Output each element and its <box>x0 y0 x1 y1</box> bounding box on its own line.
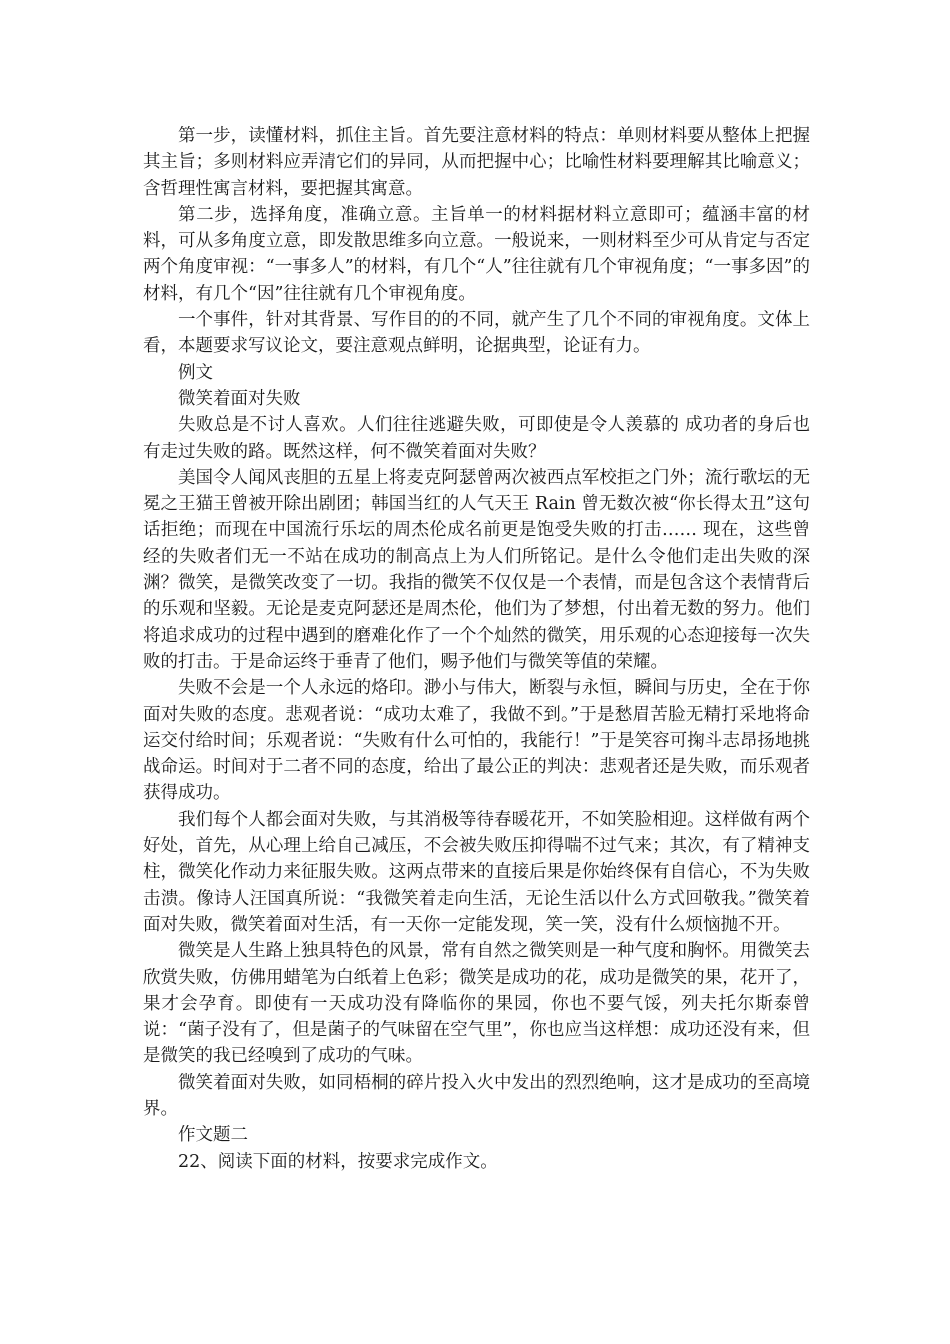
essay-paragraph-3: 失败不会是一个人永远的烙印。渺小与伟大，断裂与永恒，瞬间与历史，全在于你面对失败的态度。悲观者说：“成功太难了，我做不到。”于是愁眉苦脸无精打采地将命运交付给时间；乐观者说：“失败有什么可怕的，我能行！”于是笑容可掬斗志昂扬地挑战命运。时间对于二者不同的态度，给出了最公正的判决：悲观者还是失败，而乐观者获得成功。 <box>143 678 810 804</box>
question-22-prompt: 22、阅读下面的材料，按要求完成作文。 <box>178 1151 498 1172</box>
example-label: 例文 <box>178 362 213 383</box>
paragraph-event-angle: 一个事件，针对其背景、写作目的的不同，就产生了几个不同的审视角度。文体上看，本题要求写议论文，要注意观点鲜明，论据典型，论证有力。 <box>143 310 810 357</box>
essay-paragraph-5: 微笑是人生路上独具特色的风景，常有自然之微笑则是一种气度和胸怀。用微笑去欣赏失败，仿佛用蜡笔为白纸着上色彩；微笑是成功的花，成功是微笑的果，花开了，果才会孕育。即使有一天成功没有降临你的果园，你也不要气馁，列夫托尔斯泰曾说：“菌子没有了，但是菌子的气味留在空气里”，你也应当这样想：成功还没有来，但是微笑的我已经嗅到了成功的气味。 <box>143 941 810 1067</box>
document-body <box>143 123 810 1175</box>
paragraph-step-one: 第一步，读懂材料，抓住主旨。首先要注意材料的特点：单则材料要从整体上把握其主旨；多则材料应弄清它们的异同，从而把握中心；比喻性材料要理解其比喻意义；含哲理性寓言材料，要把握其寓意。 <box>143 126 810 199</box>
essay-title: 微笑着面对失败 <box>178 388 301 409</box>
essay-paragraph-2: 美国令人闻风丧胆的五星上将麦克阿瑟曾两次被西点军校拒之门外；流行歌坛的无冕之王猫王曾被开除出剧团；韩国当红的人气天王 Rain 曾无数次被“你长得太丑”这句话拒绝；而现在中国流行乐坛的周杰伦成名前更是饱受失败的打击…… 现在，这些曾经的失败者们无一不站在成功的制高点上为人们所铭记。是什么令他们走出失败的深渊？微笑，是微笑改变了一切。我指的微笑不仅仅是一个表情，而是包含这个表情背后的乐观和坚毅。无论是麦克阿瑟还是周杰伦，他们为了梦想，付出着无数的努力。他们将追求成功的过程中遇到的磨难化作了一个个灿然的微笑，用乐观的心态迎接每一次失败的打击。于是命运终于垂青了他们，赐予他们与微笑等值的荣耀。 <box>143 467 810 672</box>
paragraph-step-two: 第二步，选择角度，准确立意。主旨单一的材料据材料立意即可；蕴涵丰富的材料，可从多角度立意，即发散思维多向立意。一般说来，一则材料至少可从肯定与否定两个角度审视：“一事多人”的材料，有几个“人”往往就有几个审视角度；“一事多因”的材料，有几个“因”往往就有几个审视角度。 <box>143 204 810 304</box>
essay-paragraph-6: 微笑着面对失败，如同梧桐的碎片投入火中发出的烈烈绝响，这才是成功的至高境界。 <box>143 1072 810 1119</box>
essay-paragraph-1: 失败总是不讨人喜欢。人们往往逃避失败，可即使是令人羡慕的 成功者的身后也有走过失败的路。既然这样，何不微笑着面对失败？ <box>143 415 810 462</box>
essay-paragraph-4: 我们每个人都会面对失败，与其消极等待春暖花开，不如笑脸相迎。这样做有两个好处，首先，从心理上给自己减压，不会被失败压抑得喘不过气来；其次，有了精神支柱，微笑化作动力来征服失败。这两点带来的直接后果是你始终保有自信心，不为失败击溃。像诗人汪国真所说：“我微笑着走向生活，无论生活以什么方式回敬我。”微笑着面对失败，微笑着面对生活，有一天你一定能发现，笑一笑，没有什么烦恼抛不开。 <box>143 809 810 935</box>
section-heading-topic-two: 作文题二 <box>178 1125 248 1146</box>
